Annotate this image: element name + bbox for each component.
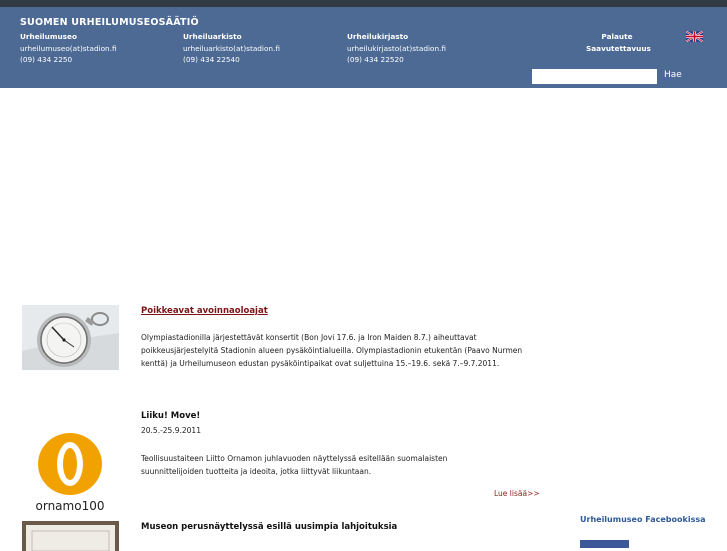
contact-title[interactable]: Urheilukirjasto: [347, 32, 409, 41]
ornamo-logo-text: ornamo100: [35, 499, 105, 513]
news-text-line: poikkeusjärjestelyitä Stadionin alueen pysäköintialueilla. Olympiastadionin etukentän (Paavo Nurmen: [141, 346, 523, 355]
search-input[interactable]: [532, 69, 657, 84]
news-text-line: Olympiastadionilla järjestettävät konsertit (Bon Jovi 17.6. ja Iron Maiden 8.7.) aiheuttavat: [141, 333, 477, 342]
top-strip: [0, 0, 727, 7]
contact-title[interactable]: Urheiluarkisto: [183, 32, 242, 41]
exhibition-image[interactable]: [22, 521, 119, 551]
news-title[interactable]: Museon perusnäyttelyssä esillä uusimpia lahjoituksia: [141, 522, 398, 532]
news-text: [141, 331, 522, 370]
contact-urheiluarkisto: [183, 31, 280, 66]
contact-email: urheilukirjasto(at)stadion.fi: [347, 43, 446, 53]
contact-urheilukirjasto: [347, 31, 446, 66]
news-text-line: suunnittelijoiden tuotteita ja ideoita, jotka liittyvät liikuntaan.: [141, 467, 372, 476]
ornamo-logo[interactable]: [22, 431, 119, 513]
news-text: [141, 452, 447, 478]
uk-flag-icon[interactable]: [686, 31, 703, 42]
contact-email: urheiluarkisto(at)stadion.fi: [183, 43, 280, 53]
news-title-link[interactable]: Poikkeavat avoinnaoloajat: [141, 306, 268, 316]
palaute-link[interactable]: Palaute: [601, 32, 633, 41]
contact-phone: (09) 434 2250: [20, 55, 73, 64]
search-button[interactable]: Hae: [664, 70, 682, 80]
news-text-line: kenttä) ja Urheilumuseon edustan pysäköintipaikat ovat suljettuina 15.–19.6. sekä 7.–9.7.2011.: [141, 359, 500, 368]
stopwatch-image[interactable]: [22, 305, 119, 370]
header-links: [586, 31, 651, 54]
news-text-line: Teollisuustaiteen Liitto Ornamon juhlavuoden näyttelyssä esitellään suomalaisten: [141, 454, 448, 463]
read-more-link[interactable]: Lue lisää>>: [494, 489, 540, 498]
organization-name: SUOMEN URHEILUMUSEOSÄÄTIÖ: [20, 17, 199, 28]
news-date: 20.5.-25.9.2011: [141, 426, 201, 435]
saavutettavuus-link[interactable]: Saavutettavuus: [586, 43, 651, 53]
site-header: [0, 7, 727, 88]
contact-email: urheilumuseo(at)stadion.fi: [20, 43, 117, 53]
contact-urheilumuseo: [20, 31, 117, 66]
contact-title[interactable]: Urheilumuseo: [20, 32, 77, 41]
news-title[interactable]: Liiku! Move!: [141, 411, 201, 421]
facebook-link[interactable]: Urheilumuseo Facebookissa: [580, 515, 706, 524]
contact-phone: (09) 434 22540: [183, 55, 240, 64]
contact-phone: (09) 434 22520: [347, 55, 404, 64]
facebook-widget[interactable]: [580, 540, 629, 548]
